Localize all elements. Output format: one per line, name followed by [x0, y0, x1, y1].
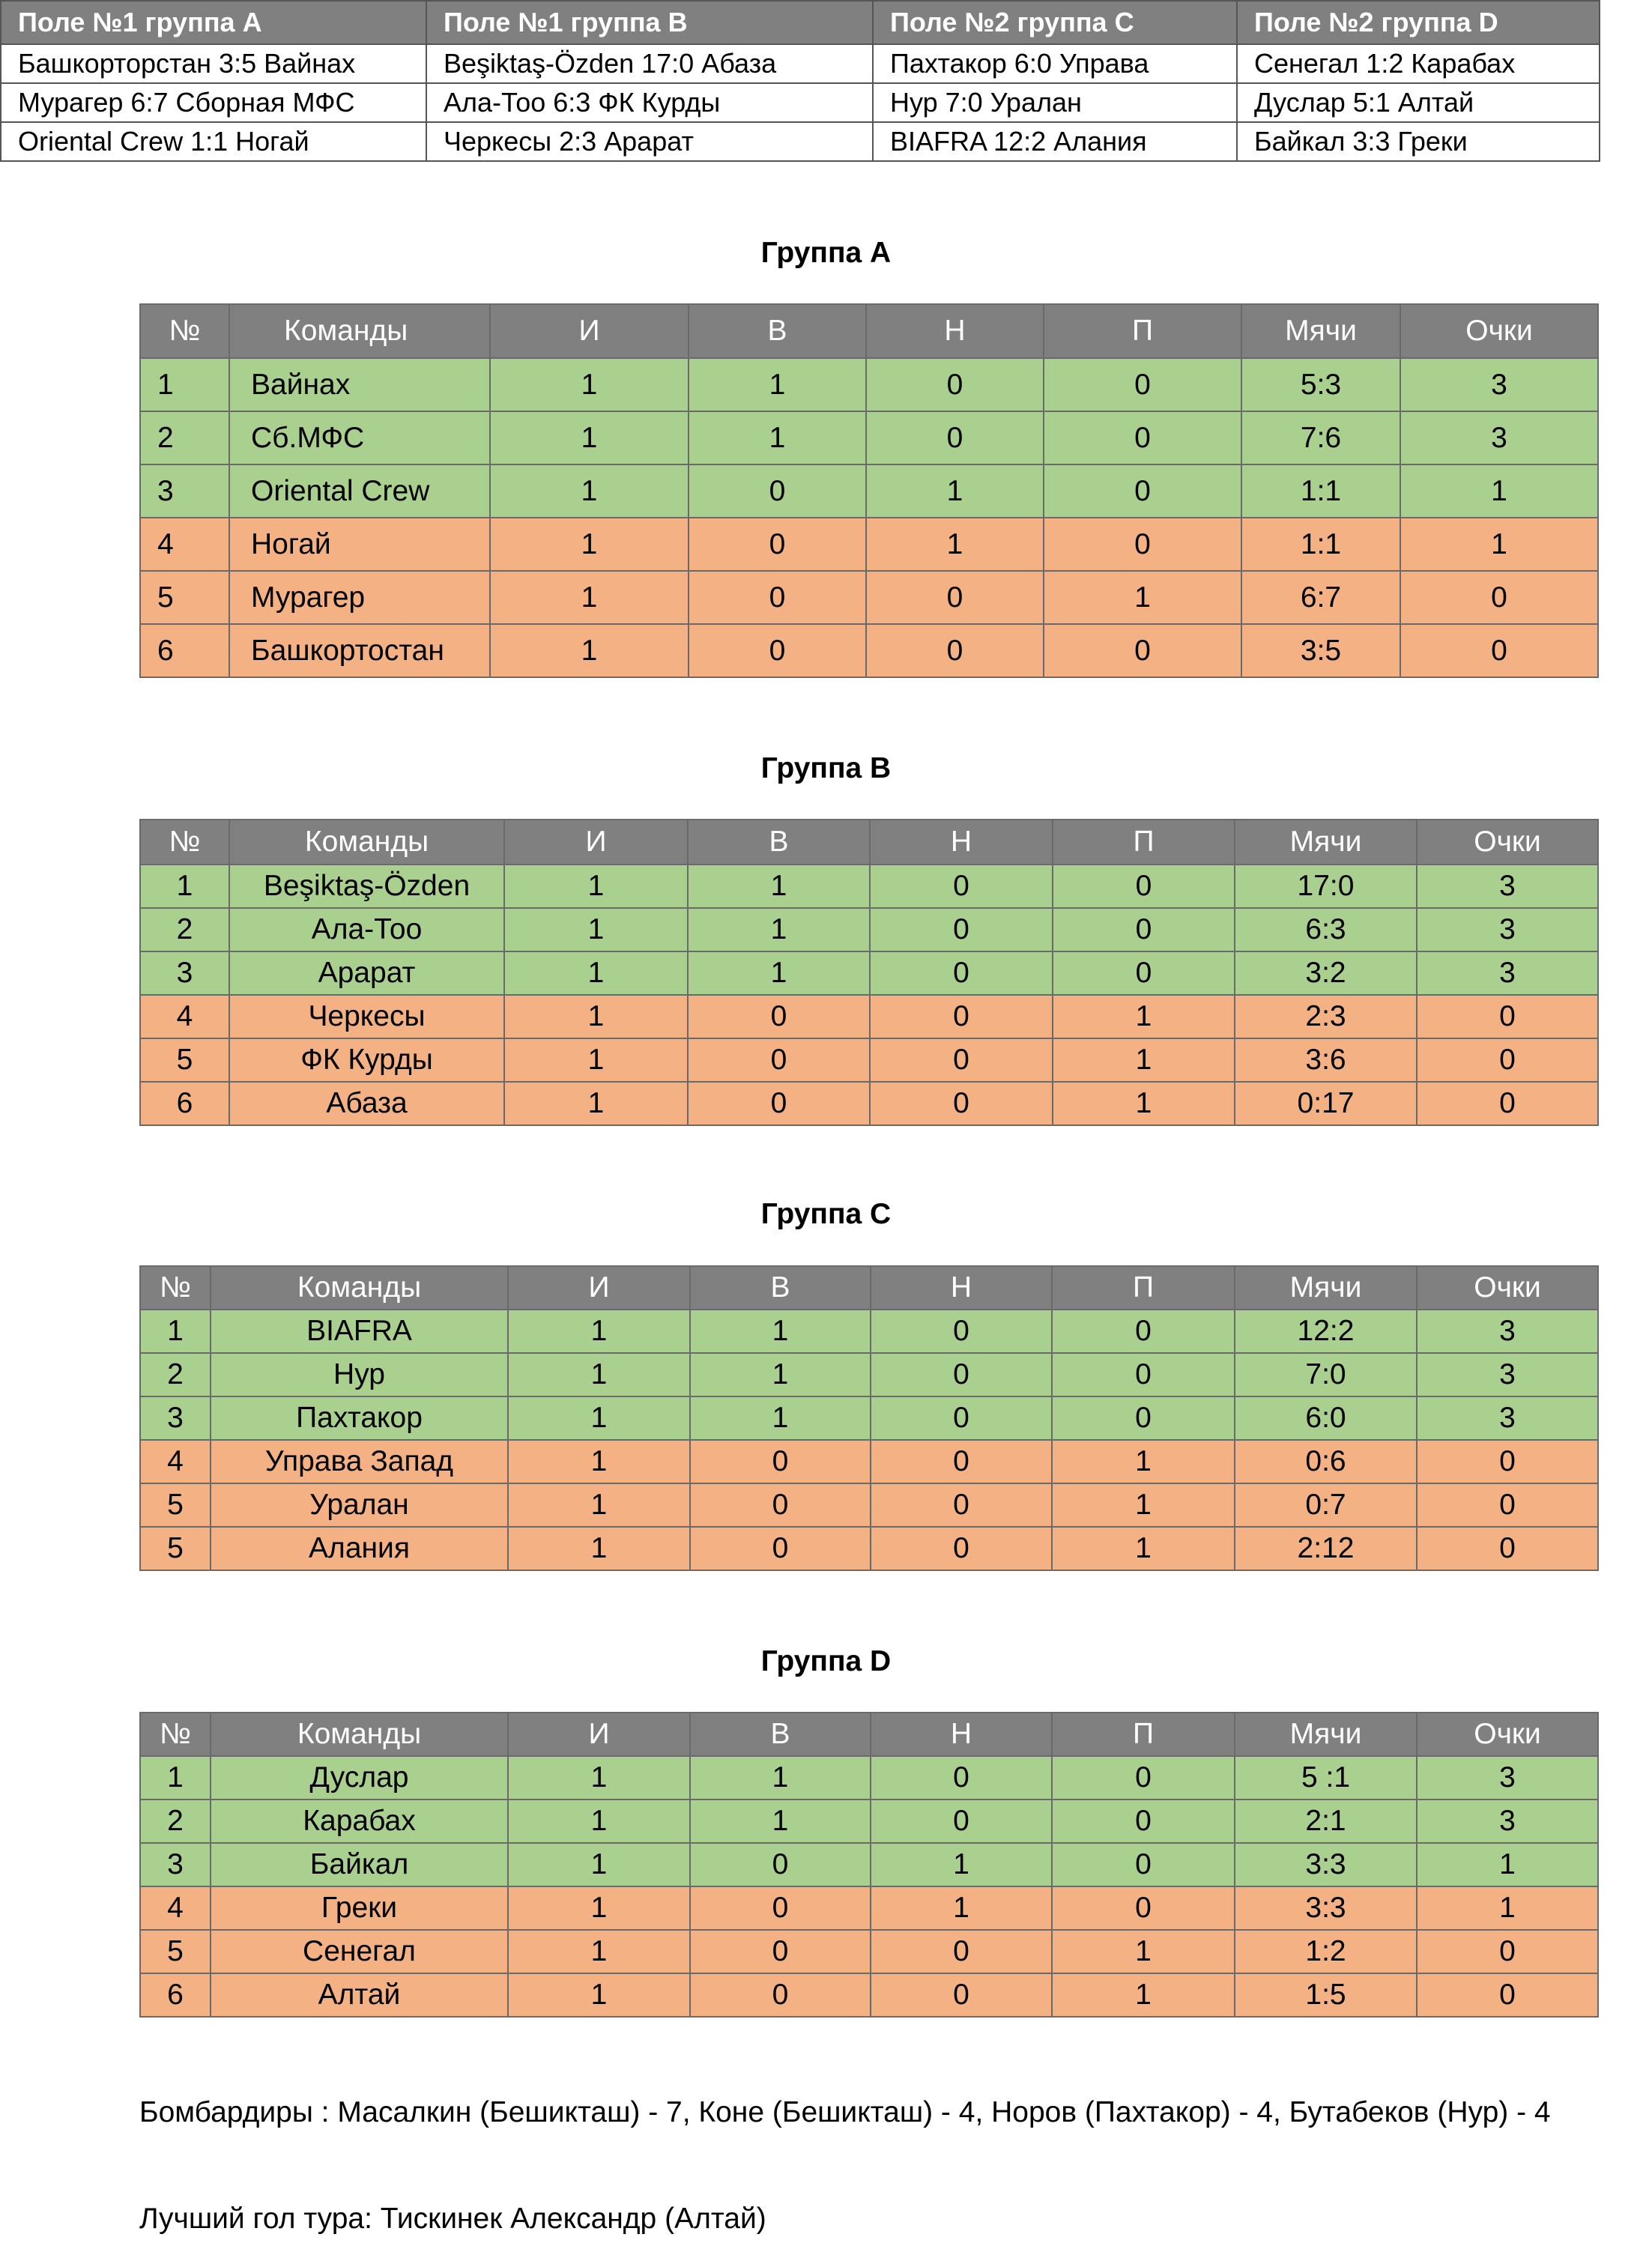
table-row: [140, 1483, 1598, 1527]
cell-team: Сб.МФС: [229, 411, 490, 464]
match-result: Башкорторстан 3:5 Вайнах: [1, 44, 426, 83]
cell-losses: 0: [1044, 464, 1241, 518]
standings-header-row: [140, 304, 1598, 358]
cell-wins: 0: [690, 1973, 871, 2017]
table-row: [140, 1310, 1598, 1353]
column-header-played: И: [504, 820, 688, 865]
table-row: [140, 624, 1598, 677]
column-header-draws: Н: [871, 1713, 1052, 1756]
cell-draws: 0: [870, 865, 1053, 908]
cell-wins: 0: [690, 1843, 871, 1886]
cell-played: 1: [508, 1930, 690, 1973]
cell-points: 0: [1400, 571, 1598, 624]
cell-wins: 1: [688, 865, 870, 908]
cell-team: Алтай: [211, 1973, 508, 2017]
table-row: [140, 1886, 1598, 1930]
cell-losses: 1: [1052, 1527, 1235, 1570]
cell-draws: 0: [866, 624, 1044, 677]
schedule-header: Поле №2 группа С: [873, 1, 1237, 44]
cell-goals: 3:3: [1235, 1886, 1417, 1930]
match-result: Черкесы 2:3 Арарат: [426, 122, 873, 161]
table-row: [140, 951, 1598, 995]
cell-losses: 1: [1052, 1930, 1235, 1973]
cell-team: Мурагер: [229, 571, 490, 624]
cell-losses: 1: [1053, 1082, 1235, 1125]
table-row: [140, 1353, 1598, 1396]
table-row: [140, 1930, 1598, 1973]
cell-points: 3: [1417, 951, 1598, 995]
cell-wins: 0: [690, 1886, 871, 1930]
cell-no: 3: [140, 951, 229, 995]
column-header-wins: В: [690, 1713, 871, 1756]
cell-no: 5: [140, 571, 229, 624]
cell-no: 3: [140, 1843, 211, 1886]
cell-goals: 0:7: [1235, 1483, 1417, 1527]
column-header-points: Очки: [1417, 820, 1598, 865]
cell-points: 0: [1417, 1973, 1598, 2017]
cell-goals: 0:6: [1235, 1440, 1417, 1483]
cell-losses: 0: [1052, 1353, 1235, 1396]
cell-played: 1: [508, 1440, 690, 1483]
cell-no: 5: [140, 1930, 211, 1973]
cell-losses: 1: [1053, 1038, 1235, 1082]
cell-points: 3: [1417, 865, 1598, 908]
cell-played: 1: [490, 571, 689, 624]
cell-draws: 0: [870, 995, 1053, 1038]
cell-points: 1: [1417, 1886, 1598, 1930]
cell-no: 2: [140, 1800, 211, 1843]
table-row: [140, 908, 1598, 951]
cell-points: 0: [1400, 624, 1598, 677]
cell-played: 1: [490, 624, 689, 677]
cell-points: 3: [1417, 908, 1598, 951]
table-row: [140, 358, 1598, 411]
cell-team: Алания: [211, 1527, 508, 1570]
column-header-team: Команды: [211, 1713, 508, 1756]
cell-losses: 0: [1052, 1886, 1235, 1930]
column-header-team: Команды: [229, 304, 490, 358]
cell-draws: 1: [866, 518, 1044, 571]
cell-points: 0: [1417, 995, 1598, 1038]
cell-draws: 0: [870, 908, 1053, 951]
cell-played: 1: [504, 951, 688, 995]
cell-losses: 0: [1044, 518, 1241, 571]
column-header-wins: В: [689, 304, 866, 358]
cell-no: 2: [140, 908, 229, 951]
column-header-team: Команды: [211, 1266, 508, 1310]
cell-team: BIAFRA: [211, 1310, 508, 1353]
cell-goals: 7:6: [1241, 411, 1400, 464]
cell-points: 3: [1417, 1353, 1598, 1396]
cell-no: 1: [140, 865, 229, 908]
cell-wins: 1: [690, 1396, 871, 1440]
column-header-played: И: [490, 304, 689, 358]
cell-wins: 0: [689, 571, 866, 624]
cell-no: 5: [140, 1527, 211, 1570]
cell-no: 2: [140, 411, 229, 464]
cell-goals: 7:0: [1235, 1353, 1417, 1396]
table-row: [140, 1038, 1598, 1082]
cell-wins: 0: [689, 464, 866, 518]
column-header-wins: В: [690, 1266, 871, 1310]
cell-losses: 1: [1053, 995, 1235, 1038]
cell-losses: 0: [1044, 624, 1241, 677]
column-header-no: №: [140, 820, 229, 865]
cell-draws: 0: [871, 1310, 1052, 1353]
cell-wins: 0: [688, 995, 870, 1038]
table-row: [140, 1527, 1598, 1570]
cell-no: 4: [140, 1440, 211, 1483]
group-c-title: Группа С: [760, 1198, 892, 1230]
cell-team: Абаза: [229, 1082, 504, 1125]
cell-points: 1: [1400, 518, 1598, 571]
table-row: [140, 865, 1598, 908]
table-row: [140, 518, 1598, 571]
match-result: Сенегал 1:2 Карабах: [1237, 44, 1600, 83]
cell-played: 1: [508, 1527, 690, 1570]
cell-team: Beşiktaş-Özden: [229, 865, 504, 908]
cell-played: 1: [490, 411, 689, 464]
cell-played: 1: [508, 1396, 690, 1440]
cell-losses: 0: [1052, 1800, 1235, 1843]
match-result: Ала-Тоо 6:3 ФК Курды: [426, 83, 873, 122]
cell-team: Греки: [211, 1886, 508, 1930]
schedule-row: [1, 83, 1600, 122]
match-result: Oriental Crew 1:1 Ногай: [1, 122, 426, 161]
cell-losses: 1: [1052, 1973, 1235, 2017]
cell-played: 1: [504, 908, 688, 951]
cell-goals: 6:3: [1235, 908, 1417, 951]
cell-no: 1: [140, 1756, 211, 1800]
cell-draws: 1: [866, 464, 1044, 518]
cell-goals: 5:3: [1241, 358, 1400, 411]
cell-played: 1: [508, 1843, 690, 1886]
cell-draws: 0: [870, 1082, 1053, 1125]
table-row: [140, 1800, 1598, 1843]
cell-wins: 1: [689, 411, 866, 464]
cell-played: 1: [490, 464, 689, 518]
cell-no: 6: [140, 1082, 229, 1125]
cell-draws: 0: [871, 1756, 1052, 1800]
column-header-losses: П: [1053, 820, 1235, 865]
cell-goals: 3:2: [1235, 951, 1417, 995]
cell-goals: 0:17: [1235, 1082, 1417, 1125]
cell-points: 0: [1417, 1527, 1598, 1570]
cell-wins: 0: [689, 624, 866, 677]
match-result: Байкал 3:3 Греки: [1237, 122, 1600, 161]
cell-draws: 0: [866, 411, 1044, 464]
cell-team: Ногай: [229, 518, 490, 571]
column-header-goals: Мячи: [1241, 304, 1400, 358]
cell-points: 1: [1417, 1843, 1598, 1886]
cell-team: Башкортостан: [229, 624, 490, 677]
schedule-row: [1, 122, 1600, 161]
cell-team: ФК Курды: [229, 1038, 504, 1082]
cell-points: 0: [1417, 1930, 1598, 1973]
cell-played: 1: [508, 1353, 690, 1396]
cell-losses: 1: [1052, 1440, 1235, 1483]
column-header-draws: Н: [866, 304, 1044, 358]
table-row: [140, 411, 1598, 464]
cell-no: 4: [140, 995, 229, 1038]
cell-points: 3: [1417, 1800, 1598, 1843]
column-header-points: Очки: [1417, 1713, 1598, 1756]
cell-team: Черкесы: [229, 995, 504, 1038]
cell-points: 3: [1417, 1310, 1598, 1353]
group-d-standings: [139, 1712, 1599, 2018]
cell-no: 6: [140, 1973, 211, 2017]
cell-team: Дуслар: [211, 1756, 508, 1800]
cell-losses: 0: [1052, 1396, 1235, 1440]
table-row: [140, 571, 1598, 624]
cell-losses: 0: [1053, 865, 1235, 908]
column-header-losses: П: [1052, 1713, 1235, 1756]
cell-goals: 2:1: [1235, 1800, 1417, 1843]
cell-goals: 2:12: [1235, 1527, 1417, 1570]
cell-goals: 3:3: [1235, 1843, 1417, 1886]
table-row: [140, 1756, 1598, 1800]
group-a-title: Группа А: [760, 237, 892, 269]
column-header-played: И: [508, 1713, 690, 1756]
cell-team: Управа Запад: [211, 1440, 508, 1483]
table-row: [140, 1440, 1598, 1483]
cell-no: 5: [140, 1038, 229, 1082]
cell-played: 1: [504, 1082, 688, 1125]
cell-draws: 0: [871, 1973, 1052, 2017]
schedule-header-row: [1, 1, 1600, 44]
cell-no: 2: [140, 1353, 211, 1396]
cell-no: 5: [140, 1483, 211, 1527]
cell-losses: 1: [1044, 571, 1241, 624]
cell-losses: 0: [1052, 1310, 1235, 1353]
cell-played: 1: [508, 1886, 690, 1930]
table-row: [140, 1843, 1598, 1886]
top-scorers: Бомбардиры : Масалкин (Бешикташ) - 7, Коне (Бешикташ) - 4, Норов (Пахтакор) - 4, Бутабеков (Нур) - 4: [139, 2096, 1551, 2128]
cell-wins: 0: [690, 1527, 871, 1570]
match-result: Нур 7:0 Уралан: [873, 83, 1237, 122]
cell-points: 0: [1417, 1440, 1598, 1483]
cell-draws: 0: [871, 1440, 1052, 1483]
cell-played: 1: [490, 518, 689, 571]
cell-draws: 0: [870, 1038, 1053, 1082]
group-b-standings: [139, 819, 1599, 1126]
cell-no: 6: [140, 624, 229, 677]
column-header-no: №: [140, 1266, 211, 1310]
cell-points: 0: [1417, 1082, 1598, 1125]
cell-losses: 0: [1052, 1756, 1235, 1800]
cell-no: 3: [140, 1396, 211, 1440]
cell-losses: 1: [1052, 1483, 1235, 1527]
match-result: Пахтакор 6:0 Управа: [873, 44, 1237, 83]
match-result: Мурагер 6:7 Сборная МФС: [1, 83, 426, 122]
schedule-header: Поле №1 группа А: [1, 1, 426, 44]
cell-wins: 0: [688, 1082, 870, 1125]
cell-points: 3: [1400, 358, 1598, 411]
cell-goals: 12:2: [1235, 1310, 1417, 1353]
cell-draws: 0: [871, 1353, 1052, 1396]
match-result: Дуслар 5:1 Алтай: [1237, 83, 1600, 122]
cell-draws: 0: [871, 1800, 1052, 1843]
cell-draws: 0: [871, 1527, 1052, 1570]
cell-points: 0: [1417, 1038, 1598, 1082]
cell-team: Oriental Crew: [229, 464, 490, 518]
cell-team: Вайнах: [229, 358, 490, 411]
column-header-goals: Мячи: [1235, 1266, 1417, 1310]
column-header-no: №: [140, 304, 229, 358]
table-row: [140, 1396, 1598, 1440]
column-header-points: Очки: [1417, 1266, 1598, 1310]
cell-points: 0: [1417, 1483, 1598, 1527]
column-header-points: Очки: [1400, 304, 1598, 358]
cell-goals: 6:0: [1235, 1396, 1417, 1440]
cell-goals: 1:5: [1235, 1973, 1417, 2017]
table-row: [140, 1973, 1598, 2017]
cell-no: 1: [140, 358, 229, 411]
cell-wins: 0: [690, 1930, 871, 1973]
cell-played: 1: [508, 1483, 690, 1527]
schedule-row: [1, 44, 1600, 83]
column-header-draws: Н: [871, 1266, 1052, 1310]
cell-draws: 0: [871, 1483, 1052, 1527]
cell-goals: 1:2: [1235, 1930, 1417, 1973]
column-header-wins: В: [688, 820, 870, 865]
cell-wins: 1: [688, 908, 870, 951]
cell-wins: 0: [688, 1038, 870, 1082]
cell-team: Уралан: [211, 1483, 508, 1527]
cell-wins: 1: [690, 1800, 871, 1843]
cell-draws: 1: [871, 1843, 1052, 1886]
table-row: [140, 995, 1598, 1038]
standings-header-row: [140, 820, 1598, 865]
cell-team: Сенегал: [211, 1930, 508, 1973]
column-header-draws: Н: [870, 820, 1053, 865]
cell-losses: 0: [1053, 951, 1235, 995]
cell-goals: 3:6: [1235, 1038, 1417, 1082]
cell-draws: 0: [870, 951, 1053, 995]
column-header-goals: Мячи: [1235, 1713, 1417, 1756]
column-header-losses: П: [1044, 304, 1241, 358]
standings-header-row: [140, 1713, 1598, 1756]
cell-losses: 0: [1044, 411, 1241, 464]
match-result: BIAFRA 12:2 Алания: [873, 122, 1237, 161]
cell-team: Ала-Тоо: [229, 908, 504, 951]
cell-played: 1: [490, 358, 689, 411]
schedule-header: Поле №2 группа D: [1237, 1, 1600, 44]
column-header-losses: П: [1052, 1266, 1235, 1310]
cell-losses: 0: [1052, 1843, 1235, 1886]
column-header-played: И: [508, 1266, 690, 1310]
cell-goals: 1:1: [1241, 518, 1400, 571]
best-goal: Лучший гол тура: Тискинек Александр (Алтай): [139, 2203, 766, 2235]
column-header-no: №: [140, 1713, 211, 1756]
cell-losses: 0: [1053, 908, 1235, 951]
cell-losses: 0: [1044, 358, 1241, 411]
column-header-goals: Мячи: [1235, 820, 1417, 865]
group-a-standings: [139, 303, 1599, 678]
schedule-table: [0, 0, 1600, 162]
cell-team: Нур: [211, 1353, 508, 1396]
table-row: [140, 464, 1598, 518]
table-row: [140, 1082, 1598, 1125]
group-b-title: Группа В: [760, 752, 892, 784]
cell-played: 1: [508, 1756, 690, 1800]
cell-team: Пахтакор: [211, 1396, 508, 1440]
cell-wins: 0: [690, 1483, 871, 1527]
schedule-header: Поле №1 группа В: [426, 1, 873, 44]
cell-draws: 0: [871, 1396, 1052, 1440]
match-result: Beşiktaş-Özden 17:0 Абаза: [426, 44, 873, 83]
cell-points: 1: [1400, 464, 1598, 518]
cell-no: 4: [140, 1886, 211, 1930]
cell-wins: 1: [690, 1310, 871, 1353]
cell-played: 1: [504, 1038, 688, 1082]
cell-goals: 6:7: [1241, 571, 1400, 624]
cell-played: 1: [504, 995, 688, 1038]
cell-wins: 0: [690, 1440, 871, 1483]
cell-draws: 0: [866, 358, 1044, 411]
cell-no: 4: [140, 518, 229, 571]
cell-no: 3: [140, 464, 229, 518]
cell-wins: 1: [690, 1353, 871, 1396]
cell-draws: 0: [871, 1930, 1052, 1973]
cell-wins: 1: [688, 951, 870, 995]
cell-goals: 3:5: [1241, 624, 1400, 677]
cell-points: 3: [1417, 1396, 1598, 1440]
cell-points: 3: [1400, 411, 1598, 464]
cell-draws: 1: [871, 1886, 1052, 1930]
cell-goals: 5 :1: [1235, 1756, 1417, 1800]
cell-goals: 2:3: [1235, 995, 1417, 1038]
cell-played: 1: [508, 1973, 690, 2017]
cell-played: 1: [504, 865, 688, 908]
cell-played: 1: [508, 1310, 690, 1353]
cell-wins: 1: [689, 358, 866, 411]
cell-no: 1: [140, 1310, 211, 1353]
cell-wins: 0: [689, 518, 866, 571]
column-header-team: Команды: [229, 820, 504, 865]
cell-draws: 0: [866, 571, 1044, 624]
cell-team: Арарат: [229, 951, 504, 995]
cell-team: Карабах: [211, 1800, 508, 1843]
cell-played: 1: [508, 1800, 690, 1843]
cell-goals: 1:1: [1241, 464, 1400, 518]
cell-goals: 17:0: [1235, 865, 1417, 908]
cell-team: Байкал: [211, 1843, 508, 1886]
cell-points: 3: [1417, 1756, 1598, 1800]
group-d-title: Группа D: [760, 1645, 892, 1677]
group-c-standings: [139, 1265, 1599, 1571]
standings-header-row: [140, 1266, 1598, 1310]
cell-wins: 1: [690, 1756, 871, 1800]
